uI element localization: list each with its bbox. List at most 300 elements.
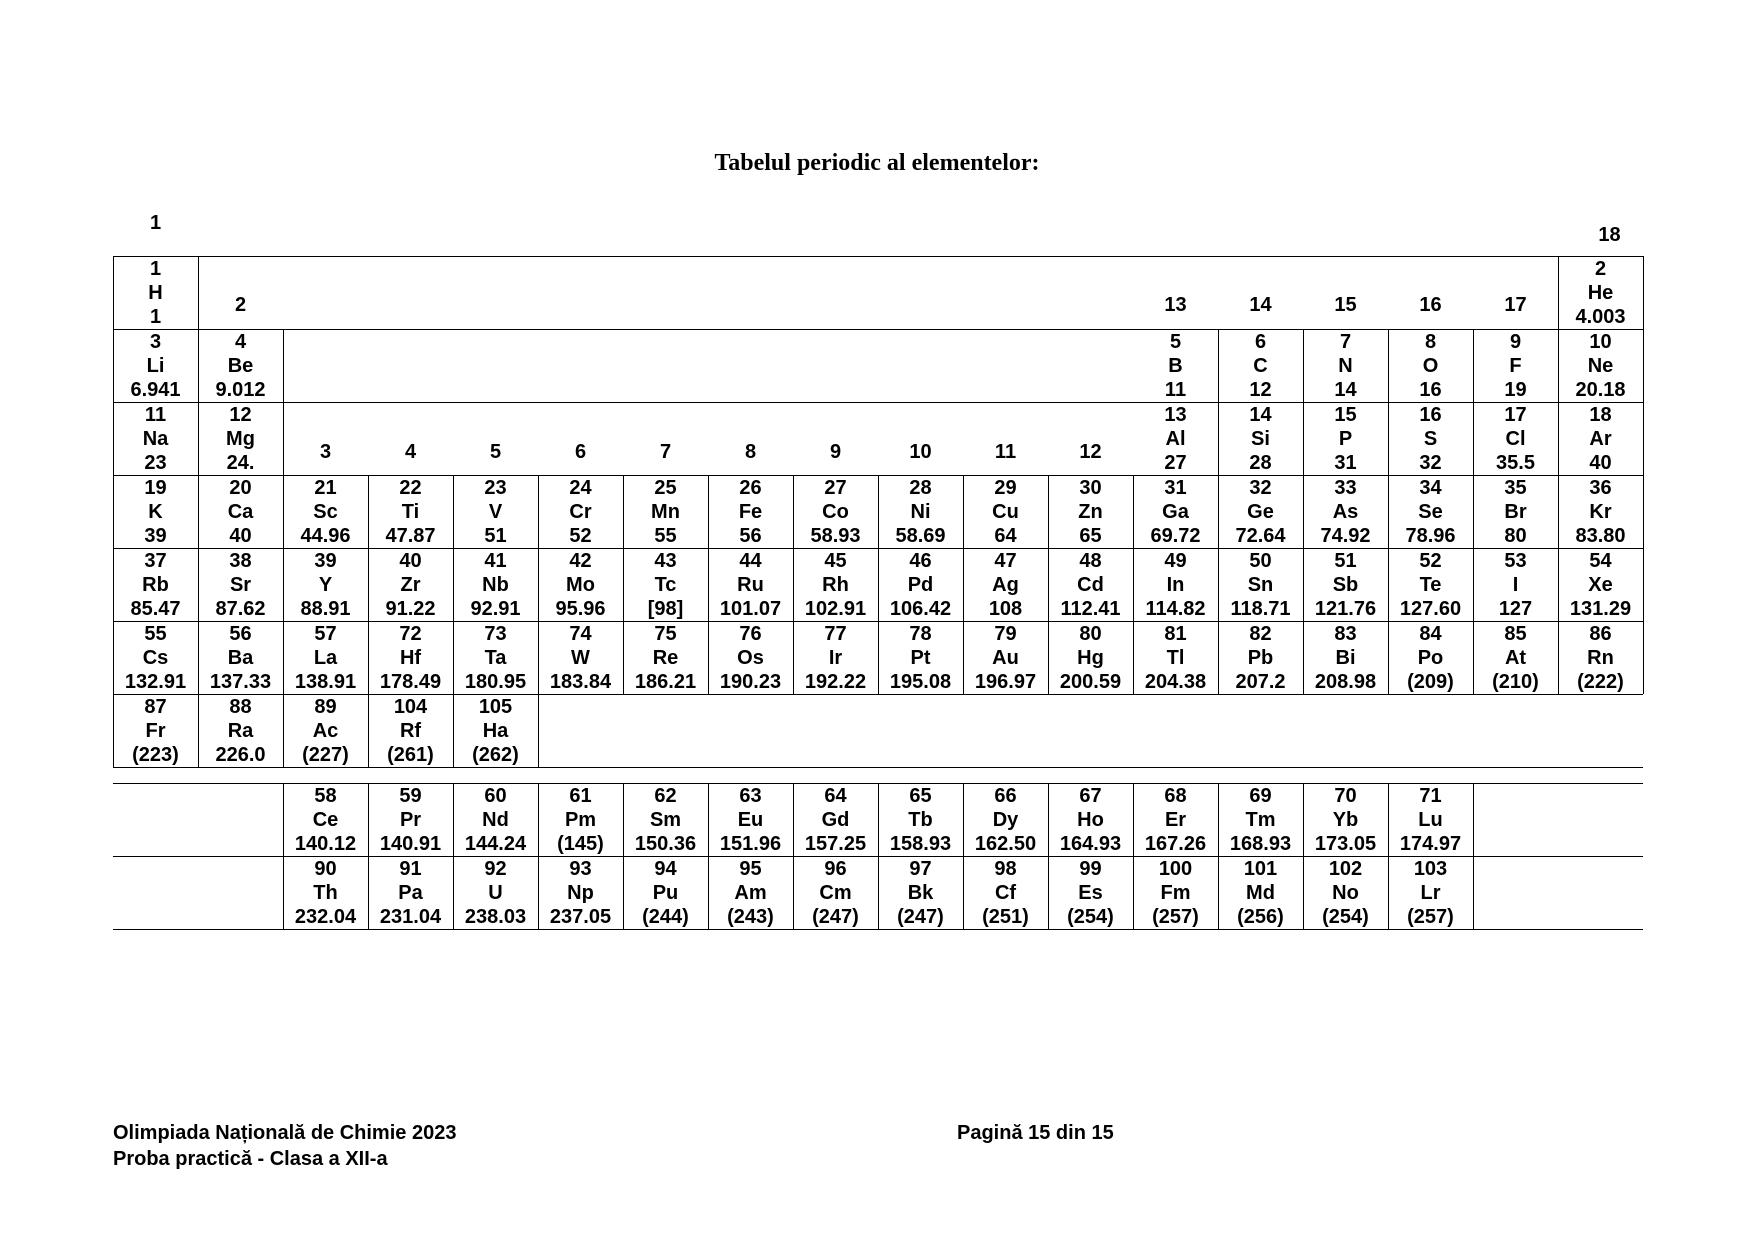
element-symbol: Se [1418, 500, 1443, 523]
atomic-mass: (247) [812, 905, 859, 928]
element-symbol: P [1338, 427, 1353, 450]
element-symbol: O [1422, 354, 1439, 377]
atomic-mass: 232.04 [294, 905, 357, 928]
group-label: 11 [994, 441, 1017, 463]
atomic-number: 78 [909, 622, 932, 645]
element-symbol: Tb [908, 808, 933, 831]
element-cell-pm [538, 783, 623, 856]
element-symbol: Hf [399, 646, 422, 669]
atomic-number: 23 [484, 476, 507, 499]
atomic-number: 79 [994, 622, 1017, 645]
element-cell-no [1303, 856, 1388, 929]
atomic-mass: 131.29 [1569, 597, 1632, 620]
element-cell-mg [198, 402, 283, 475]
grid-line [113, 767, 1643, 768]
element-symbol: Ag [992, 573, 1019, 596]
atomic-number: 85 [1504, 622, 1527, 645]
element-symbol: Au [992, 646, 1019, 669]
element-symbol: Sb [1332, 573, 1359, 596]
atomic-number: 92 [484, 857, 507, 880]
atomic-mass: 140.12 [294, 832, 357, 855]
footer-olympiad: Olimpiada Națională de Chimie 2023 [113, 1122, 457, 1144]
atomic-number: 8 [1424, 330, 1437, 353]
element-symbol: Nb [482, 573, 509, 596]
element-cell-fr [113, 694, 198, 767]
element-cell-p [1303, 402, 1388, 475]
atomic-mass: 140.91 [379, 832, 442, 855]
element-cell-ta [453, 621, 538, 694]
atomic-number: 104 [393, 695, 428, 718]
element-symbol: Li [146, 354, 165, 377]
element-symbol: Sc [313, 500, 338, 523]
atomic-number: 9 [1509, 330, 1522, 353]
atomic-mass: 127.60 [1399, 597, 1462, 620]
element-symbol: Fr [145, 719, 166, 742]
atomic-mass: 167.26 [1144, 832, 1207, 855]
atomic-mass: (222) [1577, 670, 1624, 693]
element-cell-cl [1473, 402, 1558, 475]
footer-page-number: Pagină 15 din 15 [957, 1122, 1114, 1144]
element-symbol: Cf [994, 881, 1017, 904]
element-cell-yb [1303, 783, 1388, 856]
element-symbol: K [148, 500, 163, 523]
atomic-number: 36 [1589, 476, 1612, 499]
atomic-number: 81 [1164, 622, 1187, 645]
atomic-number: 49 [1164, 549, 1187, 572]
element-symbol: Ce [312, 808, 339, 831]
element-cell-po [1388, 621, 1473, 694]
atomic-number: 42 [569, 549, 592, 572]
atomic-number: 100 [1158, 857, 1193, 880]
element-symbol: Os [737, 646, 764, 669]
element-symbol: Eu [737, 808, 764, 831]
atomic-number: 47 [994, 549, 1017, 572]
atomic-number: 38 [229, 549, 252, 572]
element-cell-es [1048, 856, 1133, 929]
atomic-number: 34 [1419, 476, 1442, 499]
atomic-mass: 137.33 [209, 670, 272, 693]
atomic-mass: 14 [1334, 378, 1357, 401]
element-cell-f [1473, 329, 1558, 402]
element-symbol: Er [1164, 808, 1187, 831]
element-cell-cd [1048, 548, 1133, 621]
element-cell-zr [368, 548, 453, 621]
atomic-mass: (243) [727, 905, 774, 928]
atomic-mass: 208.98 [1314, 670, 1377, 693]
group-18-label: 18 [1598, 224, 1621, 246]
atomic-number: 105 [478, 695, 513, 718]
element-symbol: Sm [649, 808, 682, 831]
atomic-number: 26 [739, 476, 762, 499]
element-cell-h [113, 256, 198, 329]
atomic-number: 51 [1334, 549, 1357, 572]
element-cell-nd [453, 783, 538, 856]
atomic-number: 39 [314, 549, 337, 572]
atomic-mass: 85.47 [130, 597, 181, 620]
element-cell-s [1388, 402, 1473, 475]
atomic-mass: 200.59 [1059, 670, 1122, 693]
atomic-mass: 226.0 [215, 743, 266, 766]
atomic-number: 54 [1589, 549, 1612, 572]
element-cell-o [1388, 329, 1473, 402]
element-symbol: Mg [226, 427, 255, 450]
atomic-mass: 127 [1498, 597, 1533, 620]
element-symbol: Pr [399, 808, 422, 831]
atomic-mass: 178.49 [379, 670, 442, 693]
group-label: 7 [659, 441, 672, 463]
atomic-mass: 95.96 [555, 597, 606, 620]
atomic-number: 93 [569, 857, 592, 880]
element-cell-xe [1558, 548, 1643, 621]
atomic-number: 6 [1254, 330, 1267, 353]
element-cell-cu [963, 475, 1048, 548]
grid-line [1473, 783, 1474, 929]
element-symbol: Rb [142, 573, 169, 596]
atomic-number: 68 [1164, 784, 1187, 807]
element-symbol: Ac [312, 719, 339, 742]
atomic-mass: 78.96 [1405, 524, 1456, 547]
atomic-mass: 101.07 [719, 597, 782, 620]
element-cell-hg [1048, 621, 1133, 694]
element-cell-cr [538, 475, 623, 548]
atomic-number: 99 [1079, 857, 1102, 880]
atomic-number: 63 [739, 784, 762, 807]
atomic-mass: 58.69 [895, 524, 946, 547]
element-symbol: Cs [142, 646, 169, 669]
atomic-mass: 102.91 [804, 597, 867, 620]
atomic-number: 20 [229, 476, 252, 499]
group-label: 5 [489, 441, 502, 463]
group-label: 15 [1334, 294, 1357, 316]
atomic-number: 32 [1249, 476, 1272, 499]
element-cell-si [1218, 402, 1303, 475]
group-label: 2 [234, 294, 247, 316]
atomic-number: 40 [399, 549, 422, 572]
element-symbol: Tm [1245, 808, 1276, 831]
atomic-number: 14 [1249, 403, 1272, 426]
element-cell-ho [1048, 783, 1133, 856]
atomic-mass: 20.18 [1575, 378, 1626, 401]
atomic-mass: 173.05 [1314, 832, 1377, 855]
element-cell-tc [623, 548, 708, 621]
atomic-number: 82 [1249, 622, 1272, 645]
atomic-number: 97 [909, 857, 932, 880]
element-symbol: U [488, 881, 503, 904]
element-cell-ru [708, 548, 793, 621]
element-cell-th [283, 856, 368, 929]
atomic-mass: 196.97 [974, 670, 1037, 693]
element-cell-y [283, 548, 368, 621]
element-symbol: Rh [822, 573, 849, 596]
element-cell-cm [793, 856, 878, 929]
atomic-number: 18 [1589, 403, 1612, 426]
atomic-mass: (244) [642, 905, 689, 928]
atomic-number: 29 [994, 476, 1017, 499]
element-symbol: Co [822, 500, 849, 523]
atomic-mass: 27 [1164, 451, 1187, 474]
element-cell-rb [113, 548, 198, 621]
atomic-mass: (262) [472, 743, 519, 766]
element-symbol: Pa [398, 881, 423, 904]
element-symbol: Es [1078, 881, 1103, 904]
element-cell-b [1133, 329, 1218, 402]
atomic-mass: 65 [1079, 524, 1102, 547]
element-symbol: Cr [569, 500, 592, 523]
element-symbol: Y [318, 573, 333, 596]
element-cell-bk [878, 856, 963, 929]
element-symbol: Zn [1078, 500, 1103, 523]
atomic-number: 80 [1079, 622, 1102, 645]
atomic-number: 60 [484, 784, 507, 807]
atomic-mass: 207.2 [1235, 670, 1286, 693]
element-cell-np [538, 856, 623, 929]
atomic-number: 66 [994, 784, 1017, 807]
element-cell-as [1303, 475, 1388, 548]
element-cell-na [113, 402, 198, 475]
element-cell-nb [453, 548, 538, 621]
atomic-mass: 35.5 [1496, 451, 1535, 474]
atomic-mass: 231.04 [379, 905, 442, 928]
element-symbol: Xe [1588, 573, 1613, 596]
element-cell-at [1473, 621, 1558, 694]
atomic-number: 90 [314, 857, 337, 880]
atomic-mass: 31 [1334, 451, 1357, 474]
element-cell-dy [963, 783, 1048, 856]
element-symbol: Br [1504, 500, 1527, 523]
atomic-mass: 4.003 [1575, 305, 1626, 328]
element-cell-pb [1218, 621, 1303, 694]
atomic-mass: 190.23 [719, 670, 782, 693]
atomic-number: 48 [1079, 549, 1102, 572]
atomic-mass: 112.41 [1060, 597, 1121, 620]
element-symbol: Sr [229, 573, 252, 596]
atomic-mass: 237.05 [549, 905, 612, 928]
element-symbol: Bi [1335, 646, 1356, 669]
element-symbol: Pu [652, 881, 679, 904]
element-cell-fe [708, 475, 793, 548]
atomic-number: 2 [1594, 257, 1607, 280]
atomic-mass: 11 [1164, 378, 1187, 401]
atomic-mass: 23 [144, 451, 167, 474]
atomic-number: 61 [569, 784, 592, 807]
atomic-mass: 72.64 [1235, 524, 1286, 547]
element-cell-w [538, 621, 623, 694]
atomic-mass: 56 [739, 524, 762, 547]
element-symbol: Mo [566, 573, 595, 596]
atomic-number: 86 [1589, 622, 1612, 645]
atomic-number: 43 [654, 549, 677, 572]
element-cell-v [453, 475, 538, 548]
atomic-mass: (223) [132, 743, 179, 766]
element-symbol: Lr [1420, 881, 1441, 904]
element-cell-ag [963, 548, 1048, 621]
atomic-mass: 168.93 [1229, 832, 1292, 855]
element-cell-pr [368, 783, 453, 856]
element-symbol: Fe [738, 500, 763, 523]
element-symbol: C [1253, 354, 1268, 377]
atomic-mass: (251) [982, 905, 1029, 928]
atomic-mass: 83.80 [1575, 524, 1626, 547]
atomic-mass: 158.93 [889, 832, 952, 855]
element-symbol: Cu [992, 500, 1019, 523]
atomic-number: 21 [314, 476, 337, 499]
atomic-number: 31 [1164, 476, 1187, 499]
atomic-mass: (257) [1407, 905, 1454, 928]
element-cell-rf [368, 694, 453, 767]
element-cell-pd [878, 548, 963, 621]
element-cell-sr [198, 548, 283, 621]
element-cell-li [113, 329, 198, 402]
atomic-number: 64 [824, 784, 847, 807]
element-symbol: Mn [651, 500, 680, 523]
atomic-number: 71 [1419, 784, 1442, 807]
element-symbol: Ar [1589, 427, 1612, 450]
atomic-mass: (145) [557, 832, 604, 855]
element-cell-pu [623, 856, 708, 929]
element-cell-fm [1133, 856, 1218, 929]
element-cell-os [708, 621, 793, 694]
element-cell-br [1473, 475, 1558, 548]
element-cell-gd [793, 783, 878, 856]
element-symbol: Ru [737, 573, 764, 596]
element-cell-cs [113, 621, 198, 694]
atomic-number: 50 [1249, 549, 1272, 572]
page-title: Tabelul periodic al elementelor: [714, 150, 1040, 176]
element-cell-au [963, 621, 1048, 694]
element-cell-zn [1048, 475, 1133, 548]
element-symbol: Te [1419, 573, 1442, 596]
atomic-mass: (247) [897, 905, 944, 928]
atomic-mass: 64 [994, 524, 1017, 547]
element-cell-n [1303, 329, 1388, 402]
atomic-number: 11 [144, 403, 167, 426]
atomic-number: 41 [484, 549, 507, 572]
element-cell-rn [1558, 621, 1643, 694]
atomic-number: 15 [1334, 403, 1357, 426]
element-symbol: Kr [1589, 500, 1612, 523]
element-symbol: Bk [907, 881, 934, 904]
element-cell-ra [198, 694, 283, 767]
element-cell-in [1133, 548, 1218, 621]
atomic-number: 88 [229, 695, 252, 718]
atomic-mass: 192.22 [804, 670, 867, 693]
atomic-mass: 132.91 [124, 670, 187, 693]
element-symbol: Ti [401, 500, 420, 523]
atomic-number: 76 [739, 622, 762, 645]
atomic-number: 3 [149, 330, 162, 353]
atomic-number: 83 [1334, 622, 1357, 645]
atomic-mass: 138.91 [294, 670, 357, 693]
atomic-number: 37 [144, 549, 167, 572]
element-cell-sb [1303, 548, 1388, 621]
atomic-mass: 69.72 [1150, 524, 1201, 547]
atomic-number: 12 [229, 403, 252, 426]
atomic-mass: 150.36 [634, 832, 697, 855]
element-cell-ar [1558, 402, 1643, 475]
element-cell-ge [1218, 475, 1303, 548]
atomic-mass: 144.24 [464, 832, 527, 855]
atomic-number: 74 [569, 622, 592, 645]
element-symbol: Md [1246, 881, 1275, 904]
atomic-mass: 80 [1504, 524, 1527, 547]
atomic-mass: 118.71 [1230, 597, 1291, 620]
group-label: 6 [574, 441, 587, 463]
atomic-mass: [98] [647, 597, 684, 620]
group-label: 12 [1079, 441, 1102, 463]
element-symbol: Ho [1077, 808, 1104, 831]
element-symbol: Pt [910, 646, 931, 669]
atomic-mass: 106.42 [889, 597, 952, 620]
atomic-mass: 16 [1419, 378, 1442, 401]
atomic-mass: 51 [484, 524, 507, 547]
atomic-number: 87 [144, 695, 167, 718]
atomic-mass: (210) [1492, 670, 1539, 693]
element-symbol: No [1332, 881, 1359, 904]
element-cell-co [793, 475, 878, 548]
element-cell-he [1558, 256, 1643, 329]
atomic-mass: (227) [302, 743, 349, 766]
atomic-mass: 151.96 [719, 832, 782, 855]
element-cell-md [1218, 856, 1303, 929]
atomic-number: 7 [1339, 330, 1352, 353]
element-symbol: Rn [1587, 646, 1614, 669]
element-cell-am [708, 856, 793, 929]
atomic-number: 69 [1249, 784, 1272, 807]
element-symbol: Na [142, 427, 169, 450]
atomic-number: 4 [234, 330, 247, 353]
element-symbol: Am [734, 881, 767, 904]
atomic-mass: 39 [144, 524, 167, 547]
element-symbol: Al [1165, 427, 1186, 450]
atomic-mass: 88.91 [300, 597, 351, 620]
atomic-number: 89 [314, 695, 337, 718]
element-symbol: Ir [828, 646, 843, 669]
atomic-mass: 28 [1249, 451, 1272, 474]
element-symbol: Cd [1077, 573, 1104, 596]
group-label: 16 [1419, 294, 1442, 316]
atomic-number: 22 [399, 476, 422, 499]
atomic-mass: 40 [229, 524, 252, 547]
atomic-number: 75 [654, 622, 677, 645]
element-cell-be [198, 329, 283, 402]
atomic-number: 28 [909, 476, 932, 499]
atomic-number: 27 [824, 476, 847, 499]
atomic-number: 55 [144, 622, 167, 645]
element-symbol: S [1423, 427, 1438, 450]
group-label: 4 [404, 441, 417, 463]
element-symbol: Cm [819, 881, 852, 904]
atomic-number: 91 [399, 857, 422, 880]
element-symbol: At [1504, 646, 1527, 669]
element-symbol: H [148, 281, 163, 304]
atomic-number: 17 [1504, 403, 1527, 426]
atomic-mass: 238.03 [464, 905, 527, 928]
group-label: 17 [1504, 294, 1527, 316]
atomic-number: 56 [229, 622, 252, 645]
group-label: 9 [829, 441, 842, 463]
element-cell-sn [1218, 548, 1303, 621]
atomic-number: 33 [1334, 476, 1357, 499]
atomic-mass: (261) [387, 743, 434, 766]
element-cell-ca [198, 475, 283, 548]
group-label: 14 [1249, 294, 1272, 316]
element-symbol: Gd [821, 808, 850, 831]
element-symbol: Pb [1247, 646, 1274, 669]
element-symbol: I [1512, 573, 1519, 596]
atomic-mass: 9.012 [215, 378, 266, 401]
element-symbol: Hg [1077, 646, 1104, 669]
element-symbol: Fm [1160, 881, 1191, 904]
